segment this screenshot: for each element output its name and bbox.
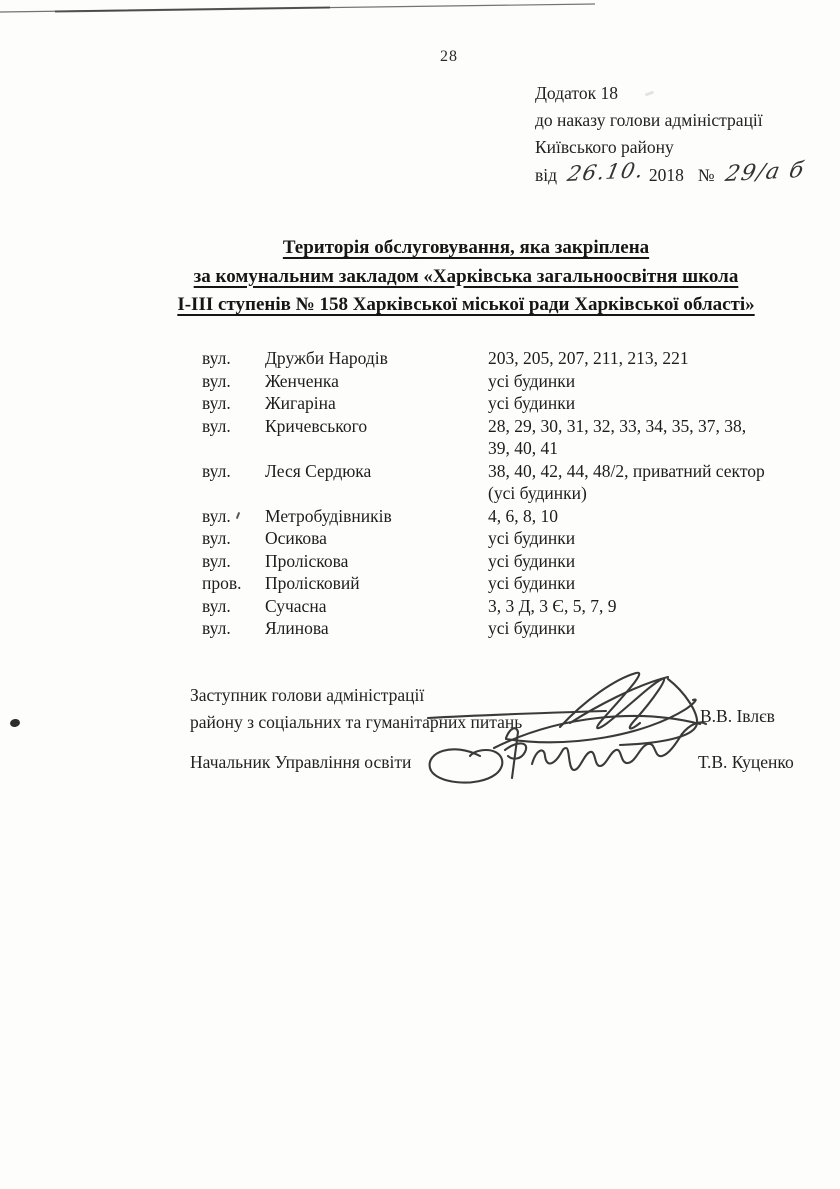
street-type: пров. (202, 573, 242, 593)
street-name: Леся Сердюка (265, 460, 372, 481)
street-name: Дружби Народів (265, 348, 388, 368)
year-label: 2018 (648, 165, 684, 185)
street-name: Ялинова (265, 618, 329, 638)
street-numbers: усі будинки (488, 618, 576, 638)
street-type: вул. (202, 528, 231, 548)
date-prefix-label: від (535, 165, 558, 185)
street-numbers: усі будинки (488, 393, 576, 413)
street-type: вул. (202, 550, 231, 571)
street-row (202, 460, 840, 505)
scan-artifact-dot (9, 718, 20, 728)
street-name: Метробудівників (265, 505, 392, 526)
title-line-3: І-ІІІ ступенів № 158 Харківської міської ради Харківської області» (177, 294, 755, 315)
street-row (202, 572, 840, 595)
street-row (202, 347, 840, 370)
street-row (202, 370, 840, 393)
street-type: вул. (202, 595, 231, 616)
street-row (202, 505, 840, 528)
street-numbers: усі будинки (488, 550, 576, 571)
street-name: Осикова (265, 528, 327, 548)
street-numbers: усі будинки (488, 573, 576, 593)
street-name: Проліскова (265, 550, 349, 571)
number-sign: № (697, 165, 715, 185)
street-numbers: 38, 40, 42, 44, 48/2, приватний сектор (усі будинки) (488, 460, 765, 503)
street-numbers: усі будинки (488, 528, 576, 548)
signatory-1-name: В.В. Івлєв (700, 706, 775, 726)
header-block (535, 80, 807, 189)
header-line-date (535, 157, 807, 189)
street-row (202, 617, 840, 640)
street-row (202, 550, 840, 573)
page-number: 28 (440, 48, 458, 65)
street-type: вул. (202, 393, 231, 413)
street-type: вул. (202, 618, 231, 638)
header-line-order: до наказу голови адміністрації (535, 110, 763, 130)
title-line-2: за комунальним закладом «Харківська загальноосвітня школа (193, 265, 739, 287)
header-line-appendix: Додаток 18 (535, 83, 618, 103)
street-numbers: 203, 205, 207, 211, 213, 221 (488, 348, 689, 368)
street-row (202, 392, 840, 415)
signatory-2-title: Начальник Управління освіти (190, 752, 412, 772)
street-name: Кричевського (265, 415, 368, 436)
street-row (202, 595, 840, 618)
signatory-1-title: Заступник голови адміністрації району з соціальних та гуманітарних питань (190, 685, 523, 732)
street-list (0, 347, 840, 640)
street-row (202, 527, 840, 550)
handwritten-signature-2 (408, 700, 708, 795)
street-numbers: 3, 3 Д, 3 Є, 5, 7, 9 (488, 595, 617, 616)
street-numbers: усі будинки (488, 370, 576, 391)
header-line-district: Київського району (535, 137, 674, 157)
street-numbers: 4, 6, 8, 10 (488, 505, 558, 526)
street-type: вул. (202, 415, 231, 436)
street-numbers: 28, 29, 30, 31, 32, 33, 34, 35, 37, 38, 39, 40, 41 (488, 415, 747, 458)
street-name: Пролісковий (265, 573, 360, 593)
street-type: вул. (202, 370, 231, 391)
document-title (86, 234, 840, 320)
street-type: вул. (202, 460, 231, 481)
street-name: Женченка (265, 370, 339, 391)
street-type: вул. (202, 348, 231, 368)
street-type: вул. (202, 505, 231, 526)
handwritten-date: 26.10. (565, 158, 647, 187)
scan-artifact-top-line (0, 0, 620, 18)
street-name: Сучасна (265, 595, 327, 616)
signatory-2-name: Т.В. Куценко (698, 752, 794, 772)
handwritten-order-number: 29/а б (722, 157, 807, 188)
street-name: Жигаріна (265, 393, 336, 413)
title-line-1: Територія обслуговування, яка закріплена (282, 237, 650, 258)
street-row (202, 415, 840, 460)
